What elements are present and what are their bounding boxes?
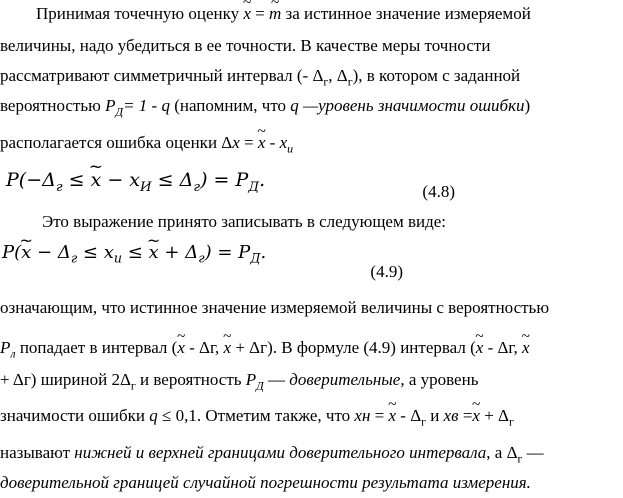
x-tilde: ~ x: [522, 338, 530, 358]
text-run: =: [370, 406, 389, 425]
text-run: вероятностью: [0, 96, 106, 115]
paragraph-line-14: доверительной границей случайной погрешности результата измерения.: [0, 473, 531, 492]
x-tilde: ~ x: [149, 243, 159, 263]
formula-4-9: [2, 242, 267, 266]
x-tilde: ~ x: [91, 170, 102, 190]
formula-part: ) = P: [204, 242, 251, 263]
paragraph-line-13: [0, 443, 544, 466]
formula-part: + Δ: [158, 242, 199, 263]
equation-number-4-9: (4.9): [370, 262, 403, 281]
text-run: попадает в интервал (: [15, 338, 178, 357]
subscript: И: [140, 179, 152, 195]
text-run: рассматривают симметричный интервал (- Δ: [0, 66, 324, 85]
paragraph-line-1: Принимая точечную оценку ~ x = ~ m за истинное значение измеряемой: [36, 4, 531, 24]
formula-part: P(: [2, 242, 22, 263]
text-run: ): [524, 96, 531, 115]
text-run: —: [522, 443, 544, 462]
formula-part: ≤ x: [77, 242, 114, 263]
symbol-p: Р: [245, 370, 257, 389]
x-tilde: ~ x: [243, 4, 251, 24]
formula-part: − Δ: [31, 242, 71, 263]
text-run: ≤ 0,1. Отметим также, что: [157, 406, 355, 425]
subscript: Д: [250, 250, 261, 266]
text-run: =: [239, 133, 258, 152]
text-run: значимости ошибки: [0, 406, 150, 425]
symbol-xn: xн: [354, 406, 371, 425]
subscript: и: [113, 250, 123, 266]
formula-part: ) = P: [200, 169, 249, 191]
x-tilde: ~ x: [258, 133, 266, 153]
paragraph-line-3: [0, 66, 521, 89]
text-run: и: [426, 406, 444, 425]
symbol-x: x: [232, 133, 240, 152]
paragraph-line-4: [0, 96, 531, 119]
text-run: + Δг) шириной 2Δ: [0, 370, 131, 389]
text-run: -: [265, 133, 280, 152]
text-run: =: [458, 406, 473, 425]
symbol-q: q: [149, 406, 158, 425]
subscript: г: [517, 451, 523, 466]
paragraph-line-7: Это выражение принято записывать в следующем виде:: [42, 212, 446, 231]
subscript: и: [287, 141, 294, 156]
italic-term: q —уровень значимости ошибки: [290, 96, 525, 115]
text-run: , а Δ: [486, 443, 518, 462]
formula-part: ≤: [62, 169, 91, 191]
x-tilde: ~ x: [21, 243, 31, 263]
text-run: - Δ: [396, 406, 422, 425]
text-run: ), в котором с заданной: [352, 66, 521, 85]
symbol-x: x: [279, 133, 288, 152]
text-run: + Δг). В формуле (4.9) интервал (: [231, 338, 476, 357]
formula-part: .: [260, 242, 267, 263]
subscript: л: [10, 346, 16, 361]
subscript: г: [347, 74, 353, 89]
text-run: —: [263, 370, 290, 389]
text-run: - Δг,: [483, 338, 522, 357]
x-tilde: ~ x: [472, 406, 480, 426]
text-run: Принимая точечную оценку: [36, 4, 244, 23]
subscript: г: [193, 179, 201, 195]
italic-term: доверительные,: [289, 370, 405, 389]
text-run: - Δг,: [184, 338, 224, 357]
symbol-p: Р: [105, 96, 116, 115]
paragraph-line-10: [0, 338, 530, 361]
paragraph-line-5: [0, 133, 294, 156]
paragraph-line-9: означающим, что истинное значение измеряемой величины с вероятностью: [0, 298, 550, 317]
text-run: называют: [0, 443, 75, 462]
subscript: г: [55, 179, 63, 195]
subscript: Д: [115, 104, 124, 119]
subscript: Д: [248, 179, 260, 195]
subscript: г: [421, 414, 427, 429]
subscript: г: [198, 250, 205, 266]
formula-4-8: [6, 169, 266, 195]
formula-part: P(−Δ: [6, 169, 56, 191]
symbol-p: Р: [0, 338, 11, 357]
paragraph-line-2: величины, надо убедиться в ее точности. В качестве меры точности: [0, 36, 491, 55]
text-run: а уровень: [404, 370, 479, 389]
text-run: (напомним, что: [169, 96, 291, 115]
subscript: г: [70, 250, 78, 266]
text-run: и вероятность: [135, 370, 246, 389]
text-run: , Δ: [328, 66, 348, 85]
formula-part: ≤: [122, 242, 149, 263]
x-tilde: ~ x: [476, 338, 484, 358]
paragraph-line-12: [0, 406, 514, 429]
formula-part: .: [259, 169, 266, 191]
paragraph-line-11: [0, 370, 479, 393]
italic-term: нижней и верхней границами доверительного интервала: [74, 443, 487, 462]
text-run: за истинное значение измеряемой: [281, 4, 531, 23]
text-run: располагается ошибка оценки Δ: [0, 133, 233, 152]
symbol-xv: xв: [443, 406, 459, 425]
formula-inline: = 1 - q: [123, 96, 170, 115]
m-tilde: ~ m: [269, 4, 281, 24]
x-tilde: ~ x: [177, 338, 185, 358]
x-tilde: ~ x: [224, 338, 232, 358]
subscript: г: [130, 378, 136, 393]
subscript: Д: [256, 378, 264, 393]
formula-part: − x: [101, 169, 141, 191]
equation-number-4-8: (4.8): [422, 182, 455, 201]
x-tilde: ~ x: [389, 406, 397, 426]
formula-part: ≤ Δ: [151, 169, 194, 191]
subscript: г: [323, 74, 329, 89]
text-run: + Δ: [479, 406, 509, 425]
subscript: г: [509, 414, 514, 429]
